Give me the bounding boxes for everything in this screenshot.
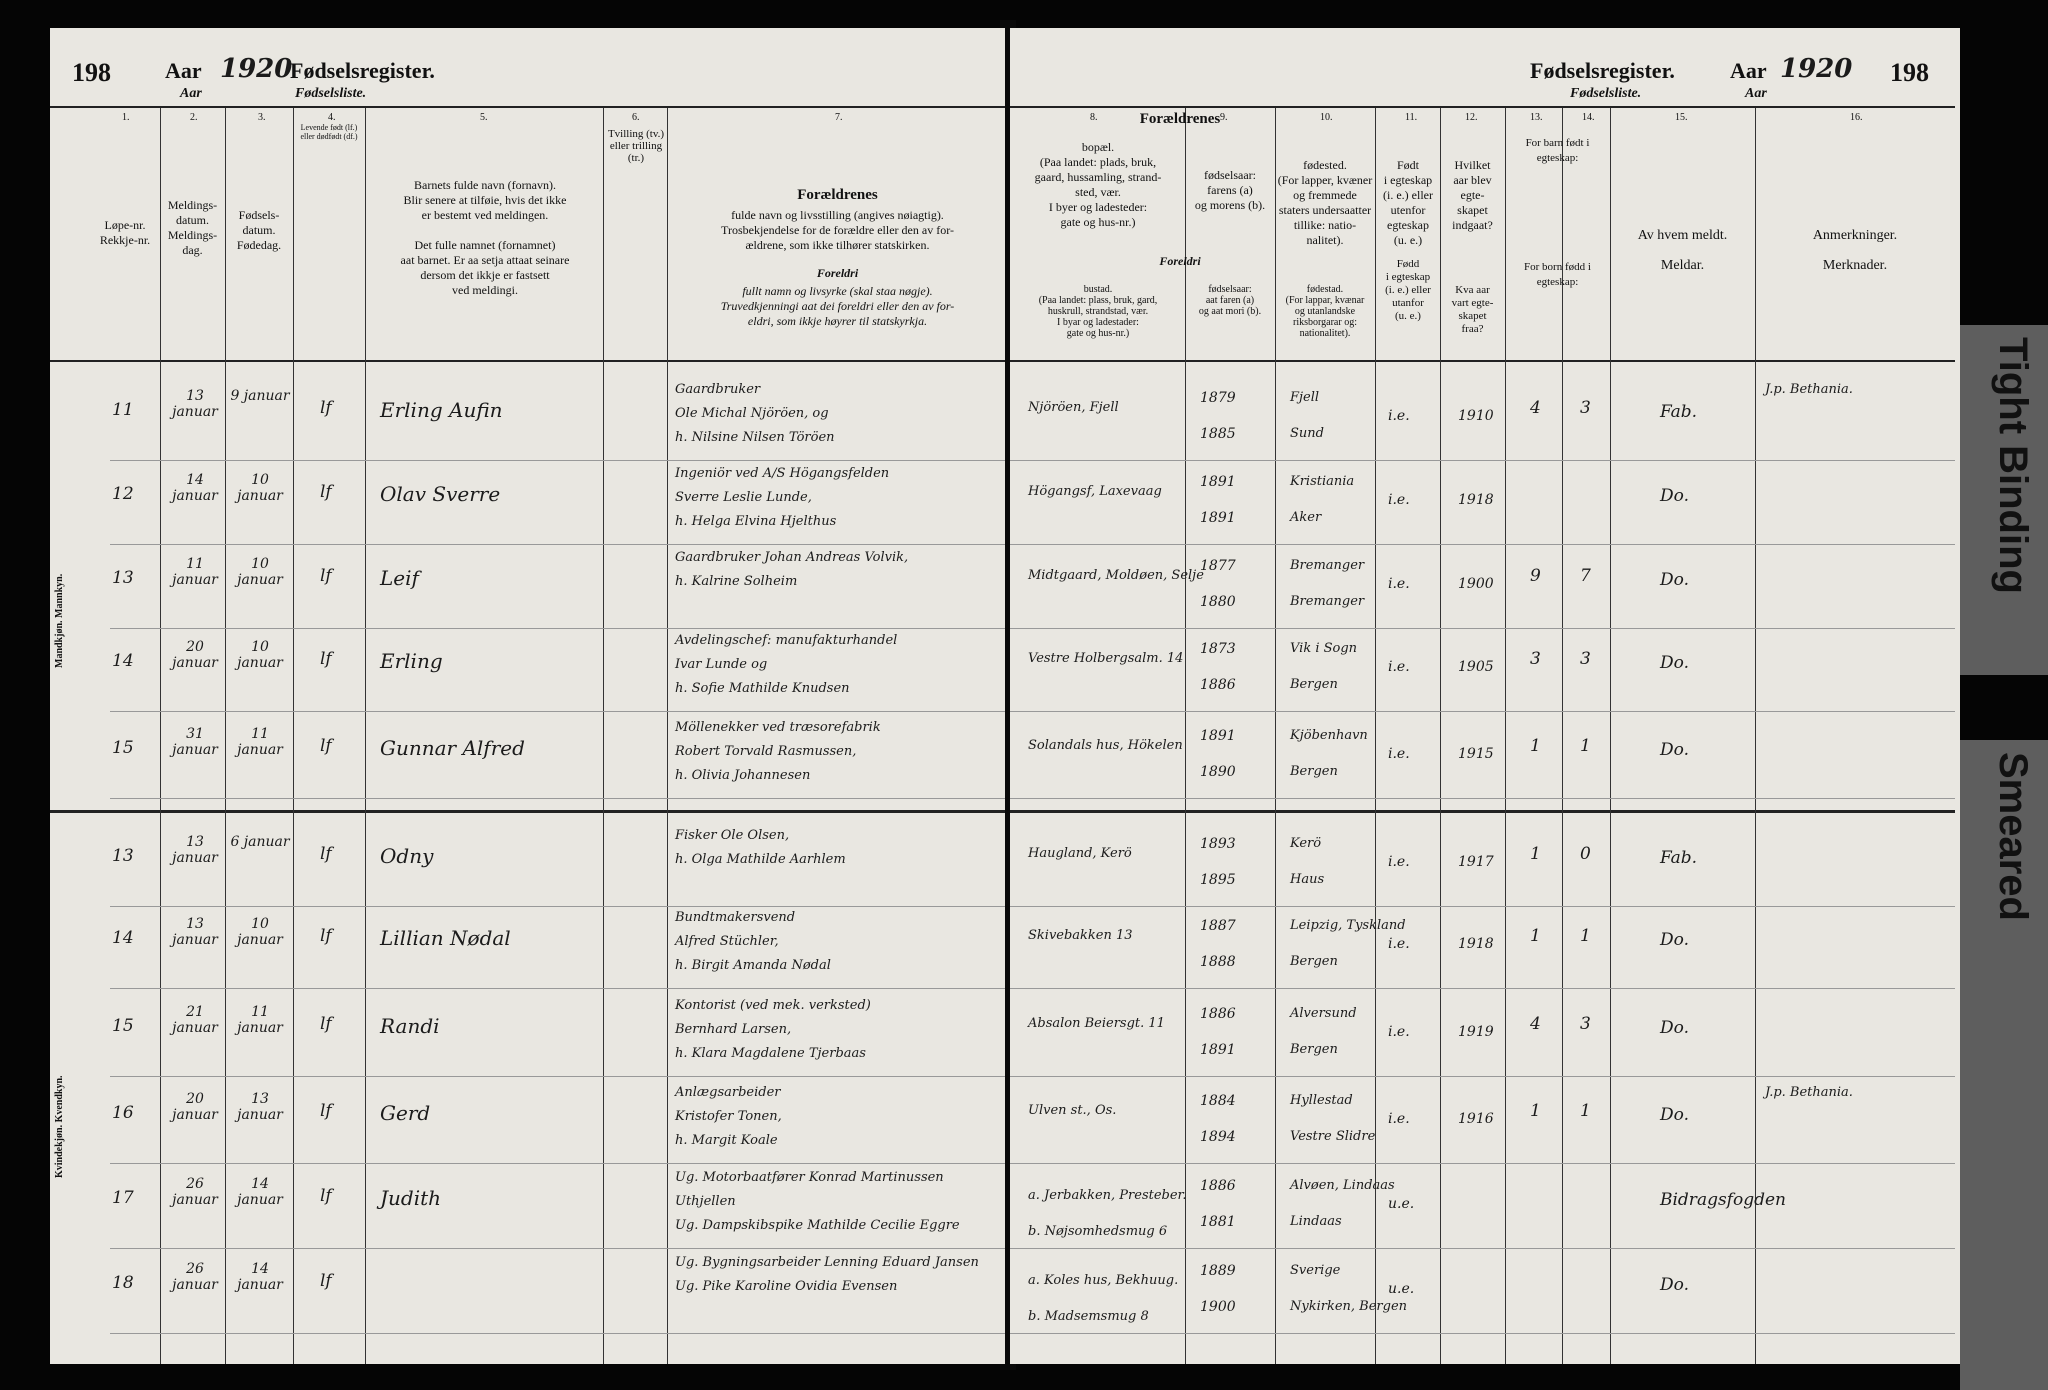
register-title: Fødselsregister.	[290, 58, 435, 83]
group-title2: Foreldri	[1159, 254, 1201, 268]
residence: Skivebakken 13	[1028, 928, 1133, 943]
residence: Midtgaard, Moldøen, Selje	[1028, 568, 1204, 583]
right-page	[1010, 28, 1960, 1364]
col-number: 12.	[1465, 112, 1478, 123]
parent-line: Sverre Leslie Lunde,	[675, 490, 812, 505]
birth-year: 1881	[1200, 1214, 1236, 1230]
meld-date: 20 januar	[172, 639, 218, 671]
birth-year: 1877	[1200, 558, 1236, 574]
col-number: 7.	[835, 112, 843, 123]
header-bottom-rule	[50, 360, 1005, 362]
marital-birth: i.e.	[1388, 659, 1410, 675]
marriage-year: 1917	[1458, 854, 1494, 870]
birth-year: 1886	[1200, 677, 1236, 693]
birthplace: Alvøen, Lindaas	[1290, 1178, 1395, 1193]
birth-year: 1891	[1200, 474, 1236, 490]
reported-by: Do.	[1660, 570, 1689, 590]
col-header-twin: Tvilling (tv.) eller trilling (tr.)	[607, 128, 665, 164]
children-alive: 7	[1580, 566, 1591, 586]
page-number: 198	[72, 58, 111, 87]
live-born-flag: lf	[320, 1271, 332, 1291]
children-before: 1	[1530, 926, 1541, 946]
row-divider	[1010, 906, 1955, 907]
children-alive: 3	[1580, 649, 1591, 669]
aar-label: Aar	[165, 58, 202, 83]
residence: Haugland, Kerö	[1028, 846, 1132, 861]
col-number: 8.	[1090, 112, 1098, 123]
parent-line: Ug. Motorbaatfører Konrad Martinussen	[675, 1170, 944, 1185]
birth-date: 10 januar	[237, 556, 283, 588]
birth-year: 1885	[1200, 426, 1236, 442]
children-alive: 1	[1580, 736, 1591, 756]
row-number: 15	[112, 738, 134, 758]
parent-line: h. Sofie Mathilde Knudsen	[675, 681, 850, 696]
birthplace: Nykirken, Bergen	[1290, 1299, 1408, 1314]
remarks: J.p. Bethania.	[1765, 382, 1853, 397]
reported-by: Fab.	[1660, 402, 1698, 422]
row-divider	[110, 628, 1005, 629]
birthplace: Bergen	[1290, 764, 1338, 779]
reported-by: Do.	[1660, 486, 1689, 506]
children-alive: 0	[1580, 844, 1591, 864]
birth-year: 1886	[1200, 1006, 1236, 1022]
child-name: Odny	[380, 844, 434, 868]
residence: Vestre Holbergsalm. 14	[1028, 651, 1184, 666]
gender-divider	[50, 810, 1005, 813]
children-before: 4	[1530, 398, 1541, 418]
parent-line: Robert Torvald Rasmussen,	[675, 744, 857, 759]
parent-line: h. Olivia Johannesen	[675, 768, 811, 783]
live-born-flag: lf	[320, 649, 332, 669]
meld-date: 20 januar	[172, 1091, 218, 1123]
marital-birth: i.e.	[1388, 576, 1410, 592]
row-number: 12	[112, 484, 134, 504]
birth-year: 1894	[1200, 1129, 1236, 1145]
col-header-fod: Fødsels- datum. Fødedag.	[236, 208, 282, 252]
birth-year: 1887	[1200, 918, 1236, 934]
meld-date: 31 januar	[172, 726, 218, 758]
children-before: 1	[1530, 844, 1541, 864]
parent-line: Gaardbruker Johan Andreas Volvik,	[675, 550, 909, 565]
col-number: 4.	[328, 112, 336, 123]
col-line	[293, 108, 294, 1364]
marital-birth: i.e.	[1388, 936, 1410, 952]
col-number: 13.	[1530, 112, 1543, 123]
tab-label: Smeared	[1991, 752, 2035, 921]
sub-aar: Aar	[180, 86, 202, 101]
row-divider	[110, 988, 1005, 989]
meld-date: 26 januar	[172, 1176, 218, 1208]
birth-year: 1879	[1200, 390, 1236, 406]
residence-b: b. Nøjsomhedsmug 6	[1028, 1224, 1168, 1239]
side-label-female: Kvindekjøn. Kvendkyn.	[54, 1075, 65, 1178]
birthplace: Bremanger	[1290, 594, 1365, 609]
live-born-flag: lf	[320, 736, 332, 756]
row-divider	[110, 1248, 1005, 1249]
row-number: 16	[112, 1103, 134, 1123]
child-name: Gerd	[380, 1101, 431, 1125]
children-alive: 1	[1580, 926, 1591, 946]
parent-line: Ingeniör ved A/S Högangsfelden	[675, 466, 890, 481]
col-number: 6.	[632, 112, 640, 123]
birth-date: 10 januar	[237, 472, 283, 504]
row-number: 15	[112, 1016, 134, 1036]
col-header-meldt: Av hvem meldt. Meldar.	[1637, 228, 1728, 273]
marriage-year: 1905	[1458, 659, 1494, 675]
row-number: 14	[112, 651, 134, 671]
col-header-gift: Hvilket aar blev egte- skapet indgaat?	[1452, 158, 1493, 232]
row-number: 14	[112, 928, 134, 948]
marital-birth: i.e.	[1388, 854, 1410, 870]
col-line	[667, 108, 668, 1364]
col-line	[1562, 108, 1563, 1364]
header-rule	[50, 106, 1005, 108]
col-number: 1.	[122, 112, 130, 123]
reported-by: Do.	[1660, 653, 1689, 673]
col-header-aar: fødselsaar: farens (a) og morens (b).	[1194, 168, 1266, 212]
birthplace: Vik i Sogn	[1290, 641, 1358, 656]
parent-line: h. Margit Koale	[675, 1133, 778, 1148]
birthplace: Kjöbenhavn	[1290, 728, 1368, 743]
birth-date: 11 januar	[237, 726, 283, 758]
marriage-year: 1918	[1458, 492, 1494, 508]
row-divider	[1010, 1076, 1955, 1077]
parent-line: Ug. Pike Karoline Ovidia Evensen	[675, 1279, 898, 1294]
parent-line: h. Helga Elvina Hjelthus	[675, 514, 837, 529]
reported-by: Do.	[1660, 1105, 1689, 1125]
birthplace: Haus	[1290, 872, 1325, 887]
col-header-anm: Anmerkninger. Merknader.	[1812, 228, 1898, 273]
col-line	[1755, 108, 1756, 1364]
live-born-flag: lf	[320, 398, 332, 418]
birth-year: 1893	[1200, 836, 1236, 852]
meld-date: 13 januar	[172, 834, 218, 866]
birth-year: 1873	[1200, 641, 1236, 657]
year: 1920	[220, 54, 293, 84]
row-divider	[110, 544, 1005, 545]
side-tab	[1960, 325, 2048, 675]
parent-line: Bundtmakersvend	[675, 910, 796, 925]
birthplace: Hyllestad	[1290, 1093, 1353, 1108]
row-divider	[1010, 1248, 1955, 1249]
col-number: 2.	[190, 112, 198, 123]
col-header-parents-text2: fullt namn og livsyrke (skal staa nøgje). Truvedkjenningi aat dei foreldri eller den av for- eldri, som ikkje høyrer til statskyrkja.	[720, 284, 955, 328]
birthplace: Lindaas	[1290, 1214, 1342, 1229]
marriage-year: 1918	[1458, 936, 1494, 952]
residence-b: b. Madsemsmug 8	[1028, 1309, 1149, 1324]
col-number: 11.	[1405, 112, 1418, 123]
col-header-bustad: bustad. (Paa landet: plass, bruk, gard, huskrull, strandstad, vær. I byar og ladestader: gate og hus-nr.)	[1038, 284, 1158, 339]
birthplace: Fjell	[1290, 390, 1320, 405]
marriage-year: 1916	[1458, 1111, 1494, 1127]
birthplace: Bergen	[1290, 1042, 1338, 1057]
birth-year: 1880	[1200, 594, 1236, 610]
live-born-flag: lf	[320, 1101, 332, 1121]
parent-line: Möllenekker ved træsorefabrik	[675, 720, 881, 735]
col-line	[160, 108, 161, 1364]
child-name: Erling	[380, 649, 443, 673]
residence: Njöröen, Fjell	[1028, 400, 1119, 415]
marital-birth: u.e.	[1388, 1281, 1415, 1297]
remarks: J.p. Bethania.	[1765, 1085, 1853, 1100]
children-before: 3	[1530, 649, 1541, 669]
birth-date: 11 januar	[237, 1004, 283, 1036]
col-number: 9.	[1220, 112, 1228, 123]
tab-label: Tight Binding	[1991, 337, 2035, 594]
parent-line: Avdelingschef: manufakturhandel	[675, 633, 898, 648]
aar-label: Aar	[1730, 58, 1767, 83]
birthplace: Alversund	[1290, 1006, 1357, 1021]
col-number: 10.	[1320, 112, 1333, 123]
col-number: 15.	[1675, 112, 1688, 123]
parent-line: Ug. Bygningsarbeider Lenning Eduard Jansen	[675, 1255, 979, 1270]
birthplace: Sund	[1290, 426, 1324, 441]
meld-date: 14 januar	[172, 472, 218, 504]
page-number: 198	[1890, 58, 1929, 87]
children-before: 4	[1530, 1014, 1541, 1034]
col-header-aar2: fødselsaar: aat faren (a) og aat mori (b).	[1198, 284, 1262, 317]
live-born-flag: lf	[320, 1014, 332, 1034]
col-header-ie: Født i egteskap (i. e.) eller utenfor egteskap (u. e.)	[1383, 158, 1433, 247]
row-divider	[110, 1163, 1005, 1164]
child-name: Olav Sverre	[380, 482, 501, 506]
side-tab	[1960, 740, 2048, 1390]
birth-year: 1890	[1200, 764, 1236, 780]
birth-year: 1884	[1200, 1093, 1236, 1109]
birth-date: 14 januar	[237, 1261, 283, 1293]
row-number: 11	[112, 400, 134, 420]
parent-line: h. Klara Magdalene Tjerbaas	[675, 1046, 866, 1061]
col-header-fodested: fødested. (For lapper, kvæner og fremmede staters undersaatter tillike: natio- nalitet).	[1277, 158, 1373, 247]
col-header-parents-text: fulde navn og livsstilling (angives nøiagtig). Trosbekjendelse for de forældre eller den av for- ældrene, som ikke tilhører statskirken.	[721, 208, 954, 252]
reported-by: Do.	[1660, 1018, 1689, 1038]
child-name: Lillian Nødal	[380, 926, 511, 950]
child-name: Gunnar Alfred	[380, 736, 525, 760]
col-header-name: Barnets fulde navn (fornavn). Blir senere at tilføie, hvis det ikke er bestemt ved meldingen. Det fulle namnet (fornamnet) aat barnet. Er aa setja attaat seinare dersom det ikkje er fastsett ved meldingi.	[400, 178, 570, 297]
children-alive: 3	[1580, 398, 1591, 418]
marriage-year: 1910	[1458, 408, 1494, 424]
residence: a. Koles hus, Bekhuug.	[1028, 1273, 1179, 1288]
side-label-male: Mandkjøn. Mannkyn.	[54, 573, 65, 668]
reported-by: Do.	[1660, 930, 1689, 950]
col-line	[1610, 108, 1611, 1364]
row-divider	[1010, 628, 1955, 629]
col-number: 3.	[258, 112, 266, 123]
marital-birth: i.e.	[1388, 1111, 1410, 1127]
row-divider	[1010, 544, 1955, 545]
residence: Absalon Beiersgt. 11	[1028, 1016, 1165, 1031]
birth-year: 1891	[1200, 728, 1236, 744]
marital-birth: i.e.	[1388, 746, 1410, 762]
live-born-flag: lf	[320, 926, 332, 946]
meld-date: 13 januar	[172, 916, 218, 948]
marital-birth: i.e.	[1388, 408, 1410, 424]
row-divider	[1010, 711, 1955, 712]
child-name: Judith	[380, 1186, 442, 1210]
children-alive: 1	[1580, 1101, 1591, 1121]
residence: Högangsf, Laxevaag	[1028, 484, 1162, 499]
parent-line: h. Birgit Amanda Nødal	[675, 958, 831, 973]
birthplace: Bergen	[1290, 954, 1338, 969]
left-page	[50, 28, 1005, 1364]
row-number: 17	[112, 1188, 134, 1208]
residence: Solandals hus, Hökelen	[1028, 738, 1183, 753]
birth-date: 13 januar	[237, 1091, 283, 1123]
birthplace: Aker	[1290, 510, 1322, 525]
marital-birth: i.e.	[1388, 492, 1410, 508]
col-header-parents-title2: Foreldri	[816, 266, 859, 280]
parent-line: Ug. Dampskibspike Mathilde Cecilie Eggre	[675, 1218, 960, 1233]
birthplace: Bergen	[1290, 677, 1338, 692]
row-divider	[110, 1333, 1005, 1334]
row-divider	[110, 460, 1005, 461]
parent-line: Uthjellen	[675, 1194, 736, 1209]
birth-year: 1891	[1200, 510, 1236, 526]
reported-by: Do.	[1660, 1275, 1689, 1295]
parent-line: h. Nilsine Nilsen Töröen	[675, 430, 835, 445]
birth-year: 1895	[1200, 872, 1236, 888]
col-line	[1505, 108, 1506, 1364]
col-header-gift2: Kva aar vart egte- skapet fraa?	[1451, 284, 1494, 335]
col-header-parents-title: Forældrenes	[797, 187, 878, 203]
birth-year: 1889	[1200, 1263, 1236, 1279]
meld-date: 11 januar	[172, 556, 218, 588]
col-header-meld: Meldings- datum. Meldings- dag.	[167, 198, 218, 257]
birth-year: 1900	[1200, 1299, 1236, 1315]
group-title: Forældrenes	[1139, 111, 1221, 127]
col-number: 5.	[480, 112, 488, 123]
col-line	[225, 108, 226, 1364]
col-header-bopel: bopæl. (Paa landet: plads, bruk, gaard, hussamling, strand- sted, vær. I byer og ladesteder: gate og hus-nr.)	[1034, 140, 1162, 229]
meld-date: 13 januar	[172, 388, 218, 420]
birth-year: 1888	[1200, 954, 1236, 970]
reported-by: Fab.	[1660, 848, 1698, 868]
residence: Ulven st., Os.	[1028, 1103, 1117, 1118]
parent-line: Fisker Ole Olsen,	[675, 828, 790, 843]
group-born: For barn født i egteskap:	[1525, 137, 1590, 164]
col-header-nr: Løpe-nr. Rekkje-nr.	[99, 218, 151, 247]
parent-line: Anlægsarbeider	[675, 1085, 781, 1100]
live-born-flag: lf	[320, 1186, 332, 1206]
birth-year: 1886	[1200, 1178, 1236, 1194]
row-divider	[1010, 1333, 1955, 1334]
birthplace: Kristiania	[1290, 474, 1355, 489]
header-bottom-rule	[1010, 360, 1955, 362]
col-number: 14.	[1582, 112, 1595, 123]
row-divider	[1010, 460, 1955, 461]
row-number: 13	[112, 568, 134, 588]
parent-line: Kontorist (ved mek. verksted)	[675, 998, 871, 1013]
row-number: 18	[112, 1273, 134, 1293]
live-born-flag: lf	[320, 482, 332, 502]
child-name: Leif	[380, 566, 419, 590]
birth-date: 9 januar	[230, 388, 290, 404]
parent-line: Bernhard Larsen,	[675, 1022, 792, 1037]
residence: a. Jerbakken, Presteber.	[1028, 1188, 1187, 1203]
child-name: Randi	[380, 1014, 440, 1038]
col-header-ie2: Fødd i egteskap (i. e.) eller utanfor (u. e.)	[1385, 258, 1431, 322]
row-divider	[1010, 988, 1955, 989]
col-header-lf: Levende født (lf.) eller dødfødt (df.)	[300, 123, 358, 141]
header-rule	[1010, 106, 1955, 108]
birth-date: 14 januar	[237, 1176, 283, 1208]
birthplace: Sverige	[1290, 1263, 1341, 1278]
sub-title: Fødselsliste.	[295, 86, 367, 101]
col-line	[603, 108, 604, 1364]
col-number: 16.	[1850, 112, 1863, 123]
row-divider	[1010, 1163, 1955, 1164]
birthplace: Bremanger	[1290, 558, 1365, 573]
sub-title: Fødselsliste.	[1570, 86, 1642, 101]
children-alive: 3	[1580, 1014, 1591, 1034]
register-title: Fødselsregister.	[1530, 58, 1675, 83]
children-before: 1	[1530, 1101, 1541, 1121]
live-born-flag: lf	[320, 844, 332, 864]
parent-line: Ole Michal Njöröen, og	[675, 406, 829, 421]
marital-birth: u.e.	[1388, 1196, 1415, 1212]
parent-line: Kristofer Tonen,	[675, 1109, 782, 1124]
marital-birth: i.e.	[1388, 1024, 1410, 1040]
year: 1920	[1780, 54, 1853, 84]
reported-by: Bidragsfogden	[1660, 1190, 1786, 1210]
birth-date: 6 januar	[230, 834, 290, 850]
birth-year: 1891	[1200, 1042, 1236, 1058]
children-before: 1	[1530, 736, 1541, 756]
parent-line: h. Olga Mathilde Aarhlem	[675, 852, 846, 867]
row-divider	[110, 798, 1005, 799]
parent-line: Ivar Lunde og	[675, 657, 768, 672]
birth-date: 10 januar	[237, 916, 283, 948]
reported-by: Do.	[1660, 740, 1689, 760]
marriage-year: 1919	[1458, 1024, 1494, 1040]
child-name: Erling Aufin	[380, 398, 503, 422]
birth-date: 10 januar	[237, 639, 283, 671]
live-born-flag: lf	[320, 566, 332, 586]
parent-line: Gaardbruker	[675, 382, 761, 397]
row-divider	[110, 711, 1005, 712]
parent-line: h. Kalrine Solheim	[675, 574, 798, 589]
sub-aar: Aar	[1745, 86, 1767, 101]
col-header-fodestad: fødestad. (For lappar, kvænar og utanlandske riksborgarar og: nationalitet).	[1285, 284, 1365, 339]
marriage-year: 1900	[1458, 576, 1494, 592]
meld-date: 26 januar	[172, 1261, 218, 1293]
parent-line: Alfred Stüchler,	[675, 934, 779, 949]
meld-date: 21 januar	[172, 1004, 218, 1036]
birthplace: Vestre Slidre	[1290, 1129, 1376, 1144]
row-divider	[1010, 798, 1955, 799]
children-before: 9	[1530, 566, 1541, 586]
birthplace: Leipzig, Tyskland	[1290, 918, 1406, 933]
gender-divider	[1010, 810, 1955, 813]
row-divider	[110, 1076, 1005, 1077]
group-born2: For born fødd i egteskap:	[1524, 261, 1591, 288]
marriage-year: 1915	[1458, 746, 1494, 762]
row-divider	[110, 906, 1005, 907]
birthplace: Kerö	[1290, 836, 1322, 851]
row-number: 13	[112, 846, 134, 866]
col-line	[365, 108, 366, 1364]
